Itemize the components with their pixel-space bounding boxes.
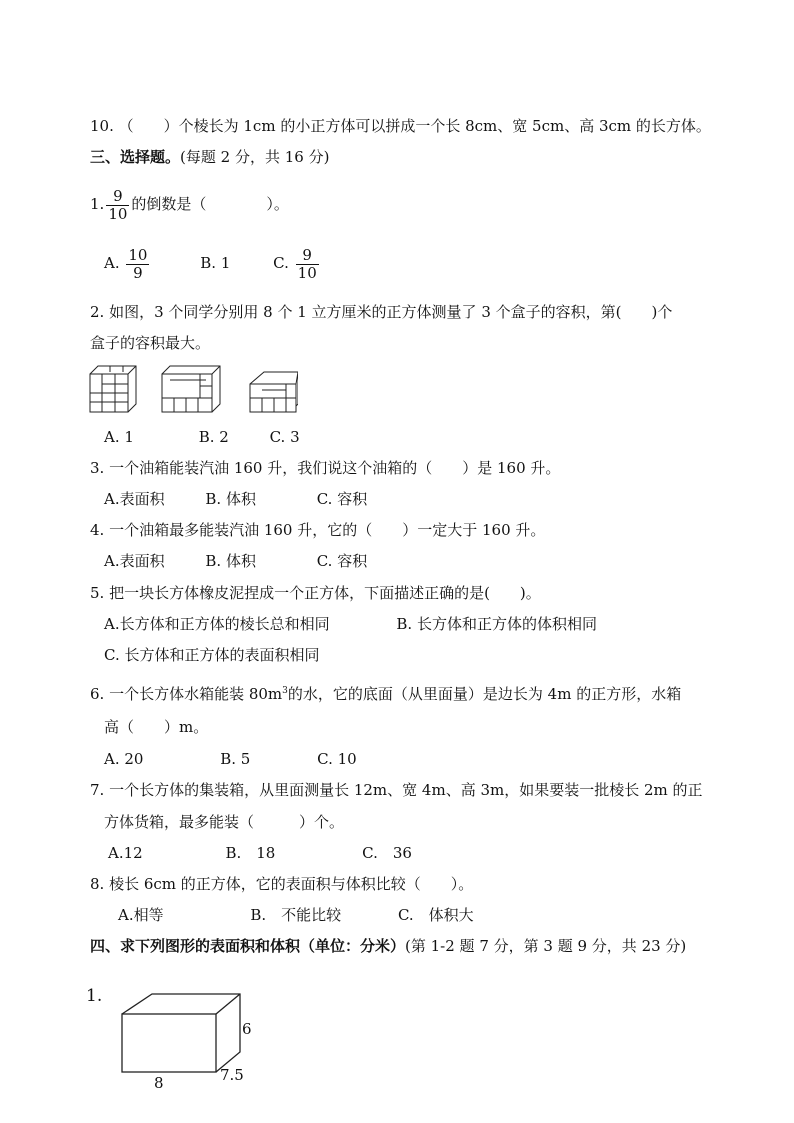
question-2-line-1: 2. 如图，3 个同学分别用 8 个 1 立方厘米的正方体测量了 3 个盒子的容积，第( )个	[90, 303, 673, 321]
option-a	[104, 245, 151, 282]
question-6-text-a: 6. 一个长方体水箱能装 80m	[90, 685, 283, 703]
question-1	[90, 186, 289, 223]
option-b: B. 18	[225, 844, 276, 862]
question-5: 5. 把一块长方体橡皮泥捏成一个正方体，下面描述正确的是( )。	[90, 584, 541, 602]
question-1-fraction	[106, 188, 129, 223]
question-6-line-2: 高（ ）m。	[104, 718, 209, 736]
cubic-superscript: 3	[282, 686, 288, 696]
option-b: B. 长方体和正方体的体积相同	[396, 615, 597, 633]
option-c	[273, 245, 321, 282]
option-b: B. 5	[220, 750, 251, 768]
question-7-options	[108, 843, 412, 863]
option-a-label: A.	[104, 254, 120, 272]
section-3-heading	[90, 147, 329, 167]
option-c-denominator: 10	[297, 263, 317, 282]
cuboid-height-label: 6	[242, 1020, 252, 1038]
fraction-numerator: 9	[106, 188, 129, 206]
question-6-line-1	[90, 681, 681, 704]
option-a: A.12	[108, 844, 143, 862]
question-7-line-1: 7. 一个长方体的集装箱，从里面测量长 12m、宽 4m、高 3m，如果要装一批棱长 2m 的正	[90, 781, 703, 799]
question-5-options-row-1	[104, 614, 597, 634]
box-figures	[88, 362, 298, 416]
cuboid-length-label: 8	[154, 1074, 164, 1090]
question-4-options	[104, 551, 367, 571]
question-1-prefix: 1.	[90, 195, 105, 213]
option-a-fraction	[126, 247, 149, 282]
box-figure-1	[90, 366, 136, 412]
question-10: 10. （ ）个棱长为 1cm 的小正方体可以拼成一个长 8cm、宽 5cm、高 3cm 的长方体。	[90, 117, 711, 135]
option-c: C. 容积	[316, 552, 368, 570]
option-c-fraction	[296, 247, 319, 282]
section-4-heading	[90, 936, 686, 956]
option-c: C. 3	[269, 428, 300, 446]
option-c: C. 体积大	[397, 906, 474, 924]
option-a: A.相等	[118, 906, 164, 924]
question-8-options	[118, 905, 474, 925]
figure-1-label: 1.	[86, 986, 103, 1006]
section-4-title: 四、求下列图形的表面积和体积（单位：分米）	[90, 937, 406, 955]
option-c: C. 10	[317, 750, 357, 768]
option-a: A.长方体和正方体的棱长总和相同	[104, 615, 330, 633]
question-1-options	[104, 245, 321, 282]
cuboid-width-label: 7.5	[220, 1066, 244, 1084]
option-b: B. 不能比较	[250, 906, 342, 924]
option-c-label: C.	[273, 254, 289, 272]
option-b: B. 1	[200, 254, 231, 272]
option-c-numerator: 9	[296, 247, 319, 265]
option-b: B. 体积	[205, 490, 256, 508]
option-a: A.表面积	[104, 552, 165, 570]
question-6-options	[104, 749, 357, 769]
question-7-line-2: 方体货箱，最多能装（ ）个。	[104, 813, 345, 831]
option-a: A. 1	[104, 428, 134, 446]
cuboid-figure	[110, 990, 260, 1090]
option-c: C. 容积	[316, 490, 368, 508]
fraction-denominator: 10	[108, 204, 128, 223]
box-figure-2	[162, 366, 220, 412]
question-4: 4. 一个油箱最多能装汽油 160 升，它的（ ）一定大于 160 升。	[90, 521, 546, 539]
box-figure-3	[250, 372, 298, 412]
section-3-title: 三、选择题。	[90, 148, 181, 166]
cuboid-top-right-edge	[216, 994, 240, 1014]
question-3-options	[104, 489, 367, 509]
question-8: 8. 棱长 6cm 的正方体，它的表面积与体积比较（ ）。	[90, 875, 474, 893]
question-2-line-2: 盒子的容积最大。	[90, 334, 211, 352]
cuboid-back-edges	[122, 994, 240, 1072]
question-2-options	[104, 427, 300, 447]
option-a: A.表面积	[104, 490, 165, 508]
section-3-note: (每题 2 分，共 16 分)	[180, 148, 330, 166]
cuboid-front-face	[122, 1014, 216, 1072]
section-4-note: (第 1-2 题 7 分，第 3 题 9 分，共 23 分)	[405, 937, 687, 955]
option-a: A. 20	[104, 750, 144, 768]
option-a-denominator: 9	[133, 263, 143, 282]
option-c: C. 36	[362, 844, 412, 862]
option-b: B. 2	[198, 428, 229, 446]
option-a-numerator: 10	[128, 245, 148, 264]
question-6-text-b: 的水，它的底面（从里面量）是边长为 4m 的正方形，水箱	[287, 685, 682, 703]
option-b: B. 体积	[205, 552, 256, 570]
question-3: 3. 一个油箱能装汽油 160 升，我们说这个油箱的（ ）是 160 升。	[90, 459, 561, 477]
option-c: C. 长方体和正方体的表面积相同	[104, 646, 320, 664]
question-1-suffix: 的倒数是（ ）。	[131, 195, 289, 213]
